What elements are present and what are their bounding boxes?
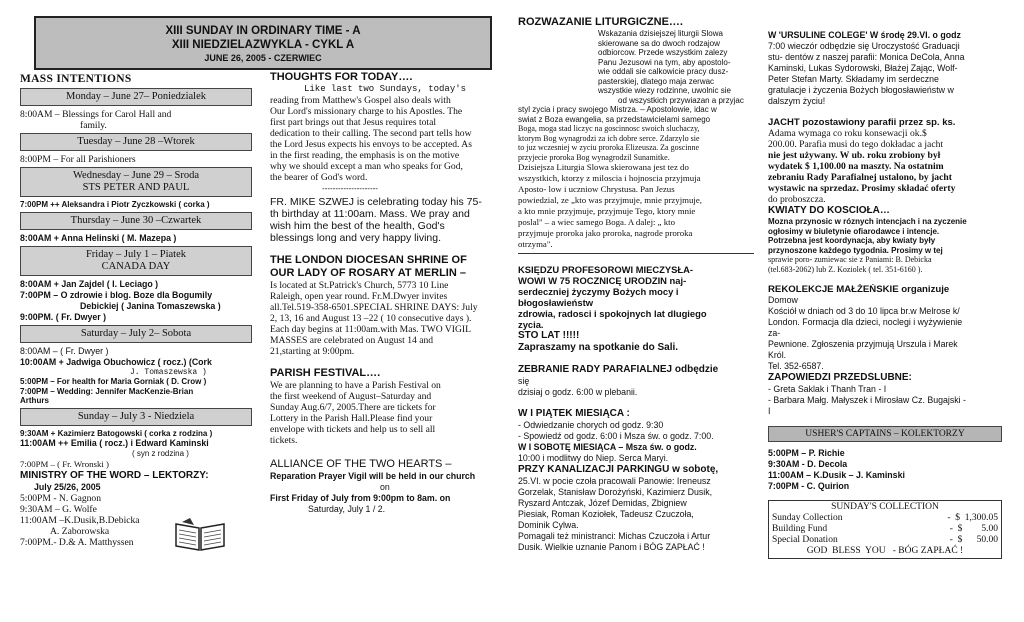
thoughts-title: THOUGHTS FOR TODAY…. <box>270 71 413 83</box>
thoughts-line: in the first reading, the emphasis is on the motive <box>270 150 460 161</box>
szwej-line: blessings long and very happy living. <box>270 232 442 244</box>
day-header-thursday: Thursday – June 30 –Czwartek <box>20 212 252 230</box>
kwiaty-title: KWIATY DO KOSCIOŁA… <box>768 205 890 216</box>
zebranie-announcement <box>518 364 758 398</box>
kwiaty-line: ogłosimy w biuletynie ofiarodawce i intencje. <box>768 226 940 236</box>
kwiaty-line: sprawie poro- zumiewac sie z Paniami: B. Debicka <box>768 255 932 264</box>
thoughts-line: dedication to their calling. The second part tells how <box>270 128 472 139</box>
day-header-sunday: Sunday – July 3 - Niedziela <box>20 408 252 426</box>
thoughts-line: reading from Matthew's Gospel also deals with <box>270 95 451 106</box>
rekolekcje-line: Król. <box>768 350 787 360</box>
kwiaty-announcement <box>768 205 1010 274</box>
lektorzy-date: July 25/26, 2005 <box>34 481 101 492</box>
mass-entry: Debickiej ( Janina Tomaszewska ) <box>80 300 221 311</box>
banner-title-english: XIII SUNDAY IN ORDINARY TIME - A <box>165 25 361 37</box>
collection-amount: - $ 1,300.05 <box>947 513 998 523</box>
piatek-line: 10:00 i modlitwy do Niep. Serca Maryi. <box>518 453 669 463</box>
lektorzy-entry: 7:00PM.- D.& A. Matthyssen <box>20 536 134 548</box>
usher-entry: 11:00AM – K.Dusik – J. Kaminski <box>768 470 905 480</box>
kanalizacja-line: Dusik. Wielkie uznanie Panom i BÓG ZAPŁAĆ ! <box>518 542 705 552</box>
day-header-wednesday <box>20 167 252 197</box>
rozwazanie-line: Panu Jezusowi na tym, aby apostolo- <box>598 57 731 67</box>
zapowiedzi-line: - Greta Saklak i Thanh Tran - I <box>768 384 887 394</box>
ursuline-line: Peter Stefan Marty. Składamy im serdeczne <box>768 74 939 84</box>
announcements-column-english <box>270 71 508 515</box>
kwiaty-line: Mozna przynosic w róznych intencjach i na zyczenie <box>768 217 967 226</box>
collection-label: Sunday Collection <box>772 513 843 523</box>
szwej-line: wish him the best of the health, God's <box>270 220 445 232</box>
kanalizacja-line: Dominik Cylwa. <box>518 520 579 530</box>
rozwazanie-line: skierowane sa do dwoch rodzajow <box>598 38 720 48</box>
shrine-line: Raleigh, open year round. Fr.M.Dwyer invites <box>270 291 448 302</box>
shrine-line: MASSES are celebrated on August 14 and <box>270 335 434 346</box>
shrine-title-line2: OUR LADY OF ROSARY AT MERLIN – <box>270 267 466 279</box>
mass-intentions-title: MASS INTENTIONS <box>20 73 132 85</box>
ksiedzu-line: zdrowia, radosci i spokojnych lat dlugiego <box>518 308 707 319</box>
rekolekcje-line: Tel. 352-6587. <box>768 361 824 371</box>
day-header-friday-line1: Friday – July 1 – Piatek <box>85 248 187 260</box>
separator-dashes: --------------------- <box>322 184 378 193</box>
szwej-line: FR. MIKE SZWEJ is celebrating today his 75- <box>270 196 482 208</box>
ushers-title: USHER'S CAPTAINS – KOLEKTORZY <box>768 426 1002 442</box>
ksiedzu-line: zycia. <box>518 319 544 330</box>
kwiaty-line: przynoszone każdego tygodnia. Prosimy w tej <box>768 245 943 255</box>
rozwazanie-intro <box>518 29 758 105</box>
day-header-tuesday: Tuesday – June 28 –Wtorek <box>20 133 252 151</box>
usher-entry: 7:00PM - C. Quirion <box>768 481 850 491</box>
rozwazanie-line: wszystkich, ktorzy z miloscia i hojnoscia przyjmuja <box>518 173 701 183</box>
festival-line: We are planning to have a Parish Festival on <box>270 380 441 391</box>
piatek-line: - Odwiedzanie chorych od godz. 9:30 <box>518 420 664 430</box>
lektorzy-entry: 9:30AM – G. Wolfe <box>20 503 97 515</box>
rozwazanie-line: od wszystkich przywiazan a przyjac <box>618 95 744 105</box>
jacht-line: 200.00. Parafia musi do tego dokładac a jacht <box>768 139 944 150</box>
zapowiedzi-title: ZAPOWIEDZI PRZEDŚLUBNE: <box>768 372 912 383</box>
mass-entry: 8:00AM + Anna Helinski ( M. Mazepa ) <box>20 232 177 243</box>
rekolekcje-line: London. Formacja dla dzieci, noclegi i wyżywienie <box>768 317 963 327</box>
jacht-line: zebraniu Rady Parafialnej ustalono, by jacht <box>768 172 952 183</box>
kanalizacja-announcement <box>518 464 758 553</box>
announcements-column-polish-2 <box>768 30 1010 559</box>
header-banner <box>34 16 492 70</box>
piatek-line: W I SOBOTĘ MIESIĄCA – Msza św. o godz. <box>518 442 697 452</box>
festival-title: PARISH FESTIVAL…. <box>270 367 381 379</box>
lektorzy-title: MINISTRY OF THE WORD – LEKTORZY: <box>20 469 209 481</box>
banner-title-polish: XIII NIEDZIELAZWYKLA - CYKL A <box>171 39 355 51</box>
banner-date: JUNE 26, 2005 - CZERWIEC <box>204 53 322 63</box>
rozwazanie-line: ktorym Bog wynagrodzi za ich dobre serce. Zdarzylo sie <box>518 133 700 143</box>
rozwazanie-title: ROZWAZANIE LITURGICZNE…. <box>518 16 683 28</box>
day-header-saturday: Saturday – July 2– Sobota <box>20 325 252 343</box>
szwej-announcement <box>270 196 508 244</box>
shrine-line: 2, 13, 16 and August 13 –22 ( 10 consecutive days ). <box>270 313 472 324</box>
collection-amount: - $ 50.00 <box>949 535 998 545</box>
rekolekcje-line: REKOLEKCJE MAŁŻEŃSKIE organizuje <box>768 284 950 295</box>
festival-line: Lottery in the Parish Hall.Please find your <box>270 413 433 424</box>
mass-entry: 7:00PM ++ Aleksandra i Piotr Zyczkowski ( corka ) <box>20 200 210 209</box>
collection-label: Building Fund <box>772 524 828 534</box>
zapowiedzi-announcement <box>768 372 1010 417</box>
ksiedzu-line: WOWI W 75 ROCZNICĘ URODZIN naj- <box>518 275 687 286</box>
shrine-line: Each day begins at 11:00am.with Mas. TWO VIGIL <box>270 324 471 335</box>
mass-entry: 9:00PM. ( Fr. Dwyer ) <box>20 311 107 322</box>
piatek-announcement <box>518 408 758 464</box>
thoughts-line: first part brings out that Jesus requires total <box>270 117 436 128</box>
shrine-title-line1: THE LONDON DIOCESAN SHRINE OF <box>270 254 467 266</box>
day-header-monday: Monday – June 27– Poniedzialek <box>20 88 252 106</box>
hearts-line: First Friday of July from 9:00pm to 8am. on <box>270 493 451 503</box>
day-header-wednesday-line2: STS PETER AND PAUL <box>82 182 190 193</box>
kwiaty-line: Potrzebna jest koordynacja, aby kwiaty były <box>768 236 936 245</box>
open-book-icon <box>172 516 228 554</box>
kanalizacja-line: PRZY KANALIZACJI PARKINGU w sobotę, <box>518 464 719 475</box>
jacht-line: wystawic na sprzedaz. Prosimy składać oferty <box>768 183 956 194</box>
hearts-title: ALLIANCE OF THE TWO HEARTS – <box>270 458 452 470</box>
piatek-title: W I PIĄTEK MIESIĄCA : <box>518 408 630 419</box>
thoughts-line: Like last two Sundays, today's <box>304 84 467 94</box>
jacht-line: Adama wymaga co roku konsewacji ok.$ <box>768 128 927 139</box>
day-header-wednesday-line1: Wednesday – June 29 – Sroda <box>72 170 199 181</box>
rozwazanie-line: wszystkie wiezy rodzinne, uwolnic sie <box>598 86 731 95</box>
ksiedzu-line: Zapraszamy na spotkanie do Sali. <box>518 342 679 353</box>
thoughts-text <box>270 84 508 183</box>
rekolekcje-line: Pewnione. Zgłoszenia przyjmują Urszula i Marek <box>768 339 958 349</box>
rozwazanie-line: odbiorcow. Przede wszystkim zalezy <box>598 48 728 57</box>
collection-box <box>768 500 1002 559</box>
mass-entry: 8:00AM + Jan Zajdel ( I. Leciago ) <box>20 278 159 289</box>
zebranie-line: dzisiaj o godz. 6:00 w plebanii. <box>518 387 638 397</box>
rozwazanie-line: to juz wczesniej w zyciu proroka Elizeusza. Za goscinne <box>518 143 700 152</box>
rekolekcje-line: Domow <box>768 295 798 305</box>
rozwazanie-line: przyjmuje proroka jako proroka, nagrode proroka <box>518 228 693 238</box>
piatek-line: - Spowiedź od godz. 6:00 i Msza św. o godz. 7:00. <box>518 431 714 441</box>
ursuline-line: gratulacje i życzenia Bożych błogosławieństw w <box>768 85 954 95</box>
day-header-friday-line2: CANADA DAY <box>101 260 171 272</box>
shrine-line: 21,starting at 9:00pm. <box>270 346 355 357</box>
ursuline-line: dalszym życiu! <box>768 96 826 106</box>
rozwazanie-line: Dzisiejsza Liturgia Slowa skierowana jest tez do <box>518 162 689 172</box>
jacht-line: do proboszcza. <box>768 194 826 205</box>
ksiedzu-line: serdeczniej życzymy Bożych mocy i <box>518 286 679 297</box>
mass-entry: ( syn z rodzina ) <box>132 449 189 458</box>
ursuline-line: stu- dentów z naszej parafii: Monica DeCola, Anna <box>768 52 965 62</box>
collection-title: SUNDAY'S COLLECTION <box>831 502 939 512</box>
mass-entry: 9:30AM + Kazimierz Batogowski ( corka z rodzina ) <box>20 428 213 438</box>
jacht-line: wydatek $ 1,100.00 na maszty. Na ostatnim <box>768 161 944 172</box>
rekolekcje-line: za- <box>768 328 781 338</box>
thoughts-line: the bearer of God's word. <box>270 172 368 183</box>
usher-entry: 9:30AM - D. Decola <box>768 459 848 469</box>
usher-entry: 5:00PM – P. Richie <box>768 448 845 458</box>
mass-entry: 7:00PM – Wedding: Jennifer MacKenzie-Brian <box>20 386 194 396</box>
lektorzy-entry: 11:00AM –K.Dusik,B.Debicka <box>20 514 140 526</box>
collection-label: Special Donation <box>772 535 838 545</box>
rozwazanie-line: wie oddali sie calkowicie pracy dusz- <box>598 67 729 76</box>
lektorzy-entry: A. Zaborowska <box>50 525 110 537</box>
mass-entry: 10:00AM + Jadwiga Obuchowicz ( rocz.) (Cork <box>20 356 212 367</box>
ushers-list <box>768 448 1010 492</box>
jacht-line: JACHT pozostawiony parafii przez sp. ks. <box>768 117 956 128</box>
zebranie-line: ZEBRANIE RADY PARAFIALNEJ odbędzie <box>518 364 719 375</box>
rozwazanie-line: pasterskiej, dlatego maja zerwac <box>598 76 715 86</box>
rozwazanie-line: otrzyma". <box>518 239 553 249</box>
festival-text <box>270 380 508 446</box>
collection-row <box>772 513 998 524</box>
rozwazanie-line: styl zycia i pracy swojego Mistrza. – Apostolowie, idac w <box>518 105 717 114</box>
festival-line: envelope with tickets and help us to sell all <box>270 424 436 435</box>
kanalizacja-line: Gorzelak, Stanisław Dorożyński, Kazimierz Dusik, <box>518 487 713 497</box>
jacht-announcement <box>768 117 1010 205</box>
mass-entry: Arthurs <box>20 396 49 405</box>
lektorzy-entry: 5:00PM - N. Gagnon <box>20 492 102 504</box>
collection-row <box>772 535 998 546</box>
mass-entry: 7:00PM – O zdrowie i blog. Boze dla Bogumily <box>20 289 213 300</box>
collection-amount: - $ 5.00 <box>949 524 998 534</box>
ursuline-line: 7:00 wieczór odbędzie się Uroczystość Graduacji <box>768 41 960 51</box>
rozwazanie-line: Boga, moga stad liczyc na goscinnosc swoich sluchaczy, <box>518 124 700 133</box>
collection-row <box>772 524 998 535</box>
mass-entry: 8:00AM – ( Fr. Dwyer ) <box>20 345 109 356</box>
ksiedzu-announcement <box>518 264 758 354</box>
divider <box>518 253 754 254</box>
zebranie-line: się <box>518 376 530 386</box>
ksiedzu-line: KSIĘDZU PROFESOROWI MIECZYSŁA- <box>518 264 694 275</box>
hearts-line: Reparation Prayer Vigil will be held in our church <box>270 471 476 481</box>
rozwazanie-line: powiedzial, ze „kto was przyjmuje, mnie przyjmuje, <box>518 195 702 205</box>
kwiaty-line: (tel.683-2062) lub Z. Koziolek ( tel. 351-6160 ). <box>768 264 923 274</box>
mass-entry: 5:00PM – For health for Maria Gorniak ( D. Crow ) <box>20 377 207 386</box>
shrine-line: all.Tel.519-358-6501.SPECIAL SHRINE DAYS: July <box>270 302 478 313</box>
kanalizacja-line: Ryszard Antczak, Józef Demidas, Zbigniew <box>518 498 687 508</box>
ursuline-announcement <box>768 30 1010 107</box>
ksiedzu-line: STO LAT !!!!! <box>518 330 580 341</box>
ursuline-line: W 'URSULINE COLEGE' W środę 29.VI. o godz <box>768 30 961 40</box>
rozwazanie-line: Wskazania dzisiejszej liturgii Slowa <box>598 29 723 38</box>
jacht-line: nie jest używany. W ub. roku zrobiony był <box>768 150 941 161</box>
ursuline-line: Kaminski, Lukas Sydorowski, Błażej Zając, Wolf- <box>768 63 958 73</box>
hearts-line: on <box>380 482 390 492</box>
collection-footer: GOD BLESS YOU - BÓG ZAPŁAĆ ! <box>806 546 964 556</box>
festival-line: Sunday Aug.6/7, 2005.There are tickets for <box>270 402 436 413</box>
rozwazanie-line: Aposto- low i uczniow Chrystusa. Pan Jezus <box>518 184 675 194</box>
shrine-text <box>270 280 508 357</box>
rozwazanie-line: poslal" – a wiec samego Boga. A dalej: „ kto <box>518 217 676 227</box>
rekolekcje-line: Kościół w dniach od 3 do 10 lipca br.w Melrose k/ <box>768 306 960 316</box>
mass-entry: 7:00PM – ( Fr. Wronski ) <box>20 458 109 469</box>
rozwazanie-line: swiat z Boza ewangelia, sa przedstawicielami samego <box>518 114 711 124</box>
announcements-column-polish-1 <box>518 16 758 553</box>
thoughts-line: the Lord Jesus expects his envoys to be accepted. As <box>270 139 472 150</box>
zapowiedzi-line: - Barbara Małg. Małyszek i Mirosław Cz. Bugajski - <box>768 395 966 405</box>
mass-entry: 8:00AM – Blessings for Carol Hall and <box>20 109 172 120</box>
hearts-line: Saturday, July 1 / 2. <box>308 504 386 514</box>
zapowiedzi-line: I <box>768 406 771 416</box>
mass-entry: 11:00AM ++ Emilia ( rocz.) i Edward Kaminski <box>20 438 209 448</box>
kanalizacja-line: 25.VI. w pocie czoła pracowali Panowie: Ireneusz <box>518 476 711 486</box>
kanalizacja-line: Pomagali też ministranci: Michas Czuczoła i Artur <box>518 531 711 541</box>
rozwazanie-line: a kto mnie przyjmuje, przyjmuje Tego, ktory mnie <box>518 206 696 216</box>
szwej-line: th birthday at 11:00am. Mass. We pray and <box>270 208 470 220</box>
shrine-line: Is located at St.Patrick's Church, 5773 10 Line <box>270 280 449 291</box>
rekolekcje-announcement <box>768 284 1010 372</box>
thoughts-line: Our Lord's missionary charge to his Apostles. The <box>270 106 463 117</box>
ksiedzu-line: błogosławieństw <box>518 297 594 308</box>
thoughts-line: why we should except a man who speaks for God, <box>270 161 463 172</box>
kanalizacja-line: Piesiak, Roman Koziołek, Tadeusz Czuczoła, <box>518 509 694 519</box>
rozwazanie-line: przyjecie proroka Bog wynagrodzil Sunamitke. <box>518 152 670 162</box>
mass-intentions-column <box>20 72 258 548</box>
mass-entry: family. <box>80 120 107 131</box>
mass-entry: 8:00PM – For all Parishioners <box>20 154 136 165</box>
festival-line: the first weekend of August–Saturday and <box>270 391 432 402</box>
mass-entry: J. Tomaszewska ) <box>130 367 207 377</box>
festival-line: tickets. <box>270 435 298 446</box>
day-header-friday <box>20 246 252 276</box>
